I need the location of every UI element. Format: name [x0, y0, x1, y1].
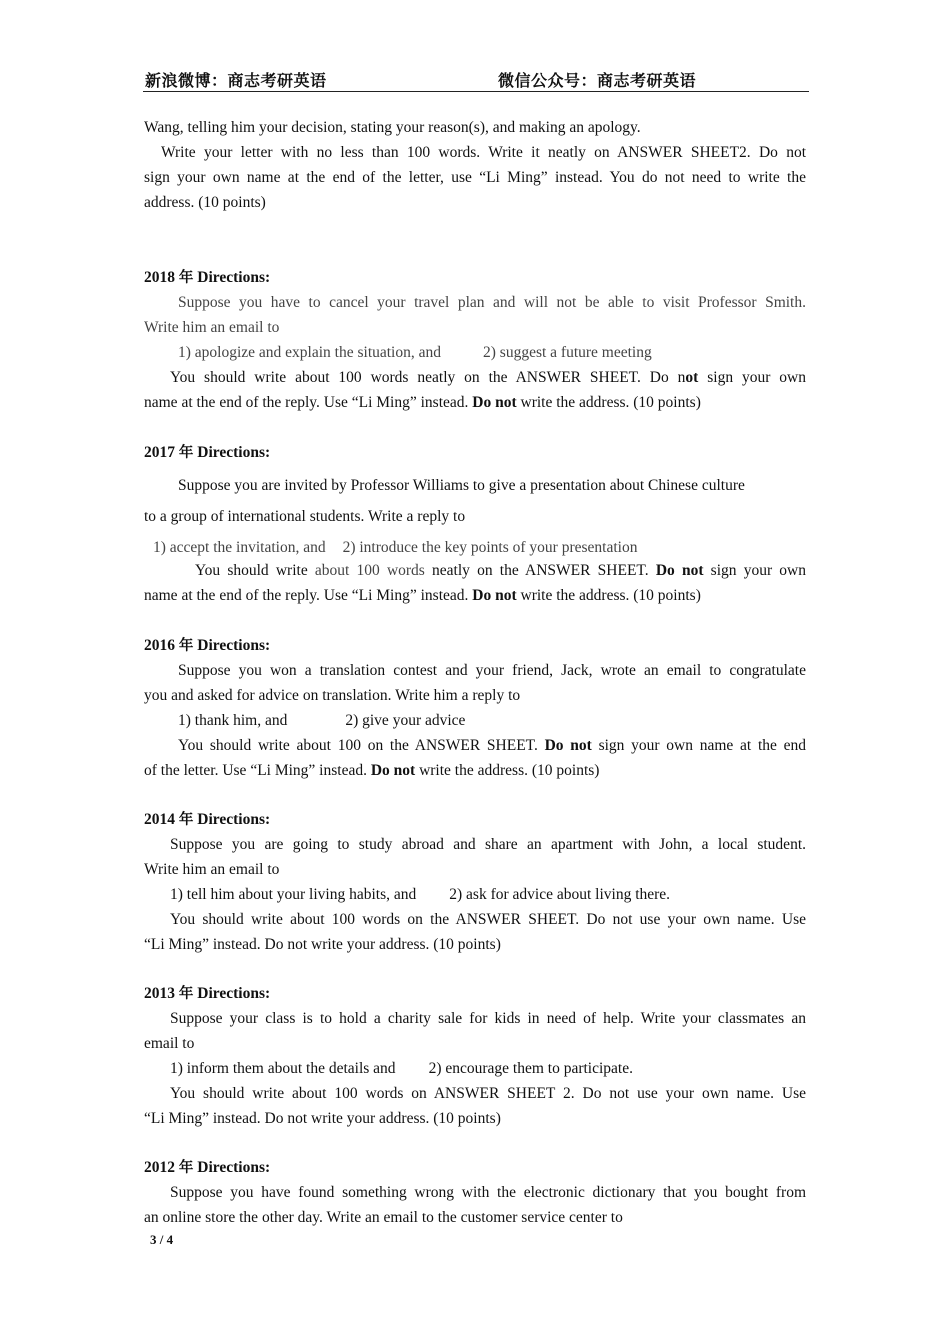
header-right: 微信公众号：商志考研英语: [498, 71, 697, 90]
prompt-2017-line-1: Suppose you are invited by Professor Williams to give a presentation about Chinese culture: [178, 477, 745, 494]
heading-year: 2014: [144, 811, 175, 828]
prompt-2014-line-2: Write him an email to: [144, 861, 280, 878]
instructions-2014-line-2: “Li Ming” instead. Do not write your address. (10 points): [144, 936, 501, 953]
intro-line-2: Write your letter with no less than 100 words. Write it neatly on ANSWER SHEET2. Do not: [161, 144, 806, 161]
heading-directions: Directions:: [197, 1159, 271, 1176]
heading-year: 2012: [144, 1159, 175, 1176]
prompt-2018-line-1: Suppose you have to cancel your travel plan and will not be able to visit Professor Smith.: [178, 294, 806, 311]
point-1: 1) accept the invitation, and: [153, 539, 326, 556]
prompt-2016-line-1: Suppose you won a translation contest and your friend, Jack, wrote an email to congratulate: [178, 662, 806, 679]
heading-nian: 年: [178, 986, 194, 1002]
header-left: 新浪微博：商志考研英语: [145, 71, 327, 90]
instructions-2018-line-1: You should write about 100 words neatly on the ANSWER SHEET. Do not sign your own: [170, 369, 806, 386]
header-divider: [143, 91, 809, 92]
instructions-2013-line-1: You should write about 100 words on ANSWER SHEET 2. Do not use your own name. Use: [170, 1085, 806, 1102]
prompt-2018-line-2: Write him an email to: [144, 319, 280, 336]
points-2017: [153, 538, 815, 558]
heading-nian: 年: [178, 270, 194, 286]
heading-nian: 年: [178, 638, 194, 654]
instructions-2016-line-1: You should write about 100 on the ANSWER SHEET. Do not sign your own name at the end: [178, 737, 806, 754]
heading-2014: [144, 810, 806, 830]
points-2018: [178, 343, 840, 363]
heading-2012: [144, 1158, 806, 1178]
prompt-2017-line-2: to a group of international students. Write a reply to: [144, 508, 466, 525]
heading-2013: [144, 984, 806, 1004]
prompt-2012-line-1: Suppose you have found something wrong with the electronic dictionary that you bought from: [170, 1184, 806, 1201]
point-1: 1) inform them about the details and: [170, 1060, 396, 1077]
heading-nian: 年: [178, 445, 194, 461]
heading-year: 2017: [144, 444, 175, 461]
heading-nian: 年: [178, 1160, 194, 1176]
point-1: 1) tell him about your living habits, and: [170, 886, 417, 903]
point-2: 2) give your advice: [345, 712, 466, 729]
heading-nian: 年: [178, 812, 194, 828]
heading-directions: Directions:: [197, 985, 271, 1002]
prompt-2012-line-2: an online store the other day. Write an email to the customer service center to: [144, 1209, 623, 1226]
prompt-2013-line-2: email to: [144, 1035, 195, 1052]
instructions-2014-line-1: You should write about 100 words on the ANSWER SHEET. Do not use your own name. Use: [170, 911, 806, 928]
prompt-2016-line-2: you and asked for advice on translation. Write him a reply to: [144, 687, 521, 704]
point-2: 2) ask for advice about living there.: [449, 886, 671, 903]
heading-year: 2016: [144, 637, 175, 654]
points-2013: [170, 1059, 832, 1079]
page-number: 3 / 4: [150, 1232, 174, 1247]
heading-directions: Directions:: [197, 811, 271, 828]
instructions-2018-line-2: name at the end of the reply. Use “Li Ming” instead. Do not write the address. (10 points): [144, 394, 701, 411]
heading-directions: Directions:: [197, 444, 271, 461]
prompt-2013-line-1: Suppose your class is to hold a charity sale for kids in need of help. Write your classmates an: [170, 1010, 806, 1027]
instructions-2016-line-2: of the letter. Use “Li Ming” instead. Do not write the address. (10 points): [144, 762, 600, 779]
heading-2017: [144, 443, 806, 463]
intro-line-1: Wang, telling him your decision, stating your reason(s), and making an apology.: [144, 119, 641, 136]
instructions-2017-line-2: name at the end of the reply. Use “Li Ming” instead. Do not write the address. (10 points): [144, 587, 701, 604]
point-2: 2) encourage them to participate.: [428, 1060, 633, 1077]
point-2: 2) suggest a future meeting: [483, 344, 652, 361]
heading-2016: [144, 636, 806, 656]
point-1: 1) apologize and explain the situation, and: [178, 344, 441, 361]
heading-year: 2018: [144, 269, 175, 286]
point-2: 2) introduce the key points of your presentation: [342, 539, 638, 556]
intro-line-4: address. (10 points): [144, 194, 266, 211]
heading-year: 2013: [144, 985, 175, 1002]
prompt-2014-line-1: Suppose you are going to study abroad and share an apartment with John, a local student.: [170, 836, 806, 853]
points-2014: [170, 885, 832, 905]
heading-2018: [144, 268, 806, 288]
intro-line-3: sign your own name at the end of the letter, use “Li Ming” instead. You do not need to write the: [144, 169, 806, 186]
heading-directions: Directions:: [197, 637, 271, 654]
heading-directions: Directions:: [197, 269, 271, 286]
instructions-2017-line-1: You should write about 100 words neatly on the ANSWER SHEET. Do not sign your own: [195, 562, 806, 579]
instructions-2013-line-2: “Li Ming” instead. Do not write your address. (10 points): [144, 1110, 501, 1127]
points-2016: [178, 711, 840, 731]
point-1: 1) thank him, and: [178, 712, 288, 729]
